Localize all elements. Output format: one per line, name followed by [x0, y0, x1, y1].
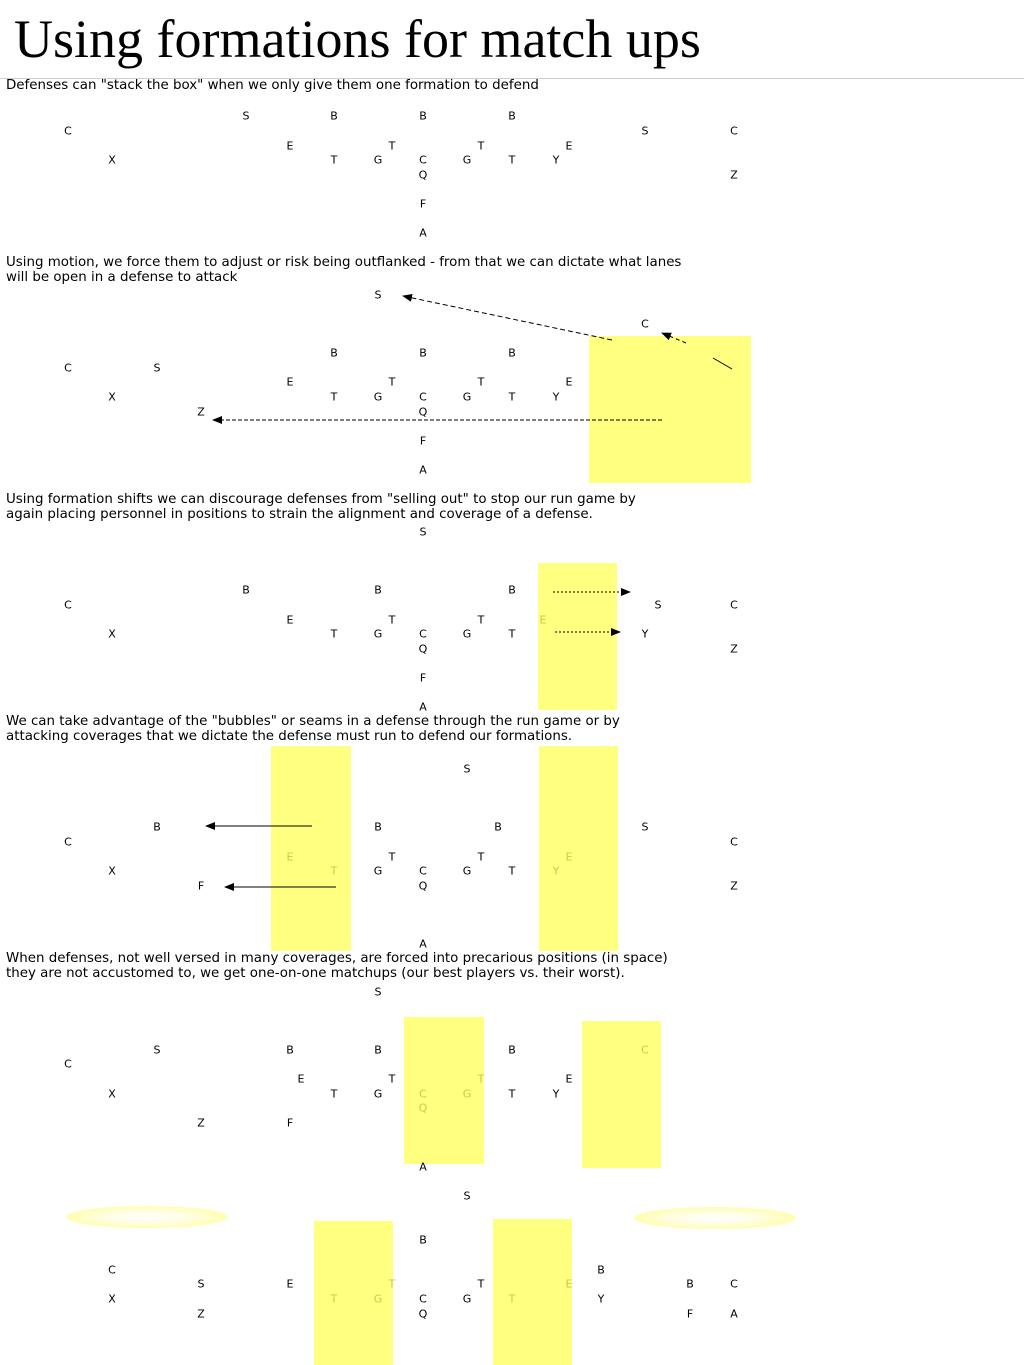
player-mark: C [419, 390, 427, 404]
player-mark: X [108, 627, 116, 641]
player-mark: T [477, 139, 485, 153]
player-mark: T [330, 1292, 338, 1306]
player-mark: C [641, 1043, 649, 1057]
player-mark: C [64, 598, 72, 612]
player-mark: G [462, 390, 472, 404]
player-mark: C [730, 598, 738, 612]
player-mark: F [197, 879, 205, 893]
caption-stack-the-box: Defenses can "stack the box" when we only give them one formation to defend [6, 78, 539, 93]
caption-formation-shifts: Using formation shifts we can discourage defenses from "selling out" to stop our run game by again placing personnel in positions to strain the alignment and coverage of a defense. [6, 492, 636, 522]
player-mark: C [64, 361, 72, 375]
player-mark: G [462, 1087, 472, 1101]
player-mark: T [330, 390, 338, 404]
player-mark: F [419, 197, 427, 211]
player-mark: B [597, 1263, 605, 1277]
player-mark: Y [552, 390, 560, 404]
player-mark: F [419, 434, 427, 448]
player-mark: B [419, 1233, 427, 1247]
player-mark: T [477, 375, 485, 389]
player-mark: X [108, 1087, 116, 1101]
player-mark: B [374, 1043, 382, 1057]
player-mark: T [388, 1072, 396, 1086]
player-mark: T [477, 613, 485, 627]
player-mark: X [108, 390, 116, 404]
player-mark: E [286, 613, 294, 627]
player-mark: X [108, 153, 116, 167]
player-mark: C [730, 124, 738, 138]
player-mark: T [508, 153, 516, 167]
player-mark: C [419, 1292, 427, 1306]
player-mark: Y [552, 153, 560, 167]
player-mark: T [477, 850, 485, 864]
player-mark: S [641, 124, 649, 138]
player-mark: Z [730, 168, 738, 182]
player-mark: Q [418, 1101, 428, 1115]
player-mark: A [730, 1307, 738, 1321]
player-mark: T [388, 139, 396, 153]
player-mark: B [330, 346, 338, 360]
player-mark: Q [418, 642, 428, 656]
player-mark: F [286, 1116, 294, 1130]
player-mark: E [539, 613, 547, 627]
player-mark: B [153, 820, 161, 834]
player-mark: Q [418, 405, 428, 419]
player-mark: Z [197, 1307, 205, 1321]
player-mark: C [419, 1087, 427, 1101]
player-mark: Q [418, 879, 428, 893]
player-mark: C [730, 1277, 738, 1291]
player-mark: E [286, 139, 294, 153]
player-mark: C [64, 835, 72, 849]
player-mark: B [508, 109, 516, 123]
player-mark: Y [552, 864, 560, 878]
player-mark: G [373, 1292, 383, 1306]
player-mark: X [108, 864, 116, 878]
player-mark: A [419, 1160, 427, 1174]
player-mark: Z [730, 879, 738, 893]
player-mark: E [297, 1072, 305, 1086]
player-mark: S [197, 1277, 205, 1291]
player-mark: S [153, 361, 161, 375]
player-mark: T [477, 1072, 485, 1086]
player-mark: T [330, 153, 338, 167]
player-mark: C [64, 1057, 72, 1071]
player-mark: G [462, 153, 472, 167]
player-mark: B [508, 583, 516, 597]
player-mark: S [641, 820, 649, 834]
player-mark: T [508, 1292, 516, 1306]
player-mark: G [373, 864, 383, 878]
player-mark: T [388, 850, 396, 864]
player-mark: S [463, 1189, 471, 1203]
player-mark: B [374, 820, 382, 834]
player-mark: B [374, 583, 382, 597]
player-mark: C [641, 317, 649, 331]
player-mark: T [330, 1087, 338, 1101]
motion-tick [713, 358, 732, 369]
player-mark: Y [597, 1292, 605, 1306]
player-mark: F [419, 671, 427, 685]
player-mark: E [565, 375, 573, 389]
player-mark: G [462, 627, 472, 641]
player-mark: B [494, 820, 502, 834]
player-mark: E [286, 850, 294, 864]
player-mark: Z [730, 642, 738, 656]
player-mark: T [508, 864, 516, 878]
player-mark: B [508, 1043, 516, 1057]
player-mark: S [654, 598, 662, 612]
player-mark: G [373, 390, 383, 404]
slide-title: Using formations for match ups [14, 9, 701, 69]
player-mark: T [508, 390, 516, 404]
player-mark: G [462, 1292, 472, 1306]
player-mark: B [330, 109, 338, 123]
player-mark: T [508, 627, 516, 641]
player-mark: G [373, 627, 383, 641]
player-mark: T [508, 1087, 516, 1101]
player-mark: G [462, 864, 472, 878]
player-mark: G [373, 1087, 383, 1101]
player-mark: S [374, 288, 382, 302]
player-mark: A [419, 937, 427, 951]
player-mark: B [419, 109, 427, 123]
player-mark: B [686, 1277, 694, 1291]
caption-motion: Using motion, we force them to adjust or risk being outflanked - from that we can dictate what lanes will be open in a defense to attack [6, 255, 682, 285]
player-mark: C [419, 864, 427, 878]
caption-one-on-one: When defenses, not well versed in many coverages, are forced into precarious positions (in space) they are not accustomed to, we get one-on-one matchups (our best players vs. their worst). [6, 951, 668, 981]
player-mark: T [477, 1277, 485, 1291]
player-mark: Q [418, 168, 428, 182]
player-mark: E [286, 1277, 294, 1291]
player-mark: Y [552, 1087, 560, 1101]
player-mark: B [286, 1043, 294, 1057]
player-mark: F [686, 1307, 694, 1321]
player-mark: A [419, 226, 427, 240]
player-mark: T [330, 864, 338, 878]
player-mark: E [565, 1277, 573, 1291]
player-mark: A [419, 700, 427, 714]
player-mark: Y [641, 627, 649, 641]
player-mark: C [419, 153, 427, 167]
player-mark: A [419, 463, 427, 477]
motion-arrow-safety [403, 296, 612, 340]
player-mark: B [419, 346, 427, 360]
player-mark: Z [197, 405, 205, 419]
player-mark: C [64, 124, 72, 138]
player-mark: T [388, 1277, 396, 1291]
player-mark: E [565, 139, 573, 153]
player-mark: E [565, 1072, 573, 1086]
player-mark: C [108, 1263, 116, 1277]
player-mark: Q [418, 1307, 428, 1321]
player-mark: T [388, 375, 396, 389]
player-mark: T [330, 627, 338, 641]
player-mark: S [419, 525, 427, 539]
player-mark: B [242, 583, 250, 597]
player-mark: S [374, 985, 382, 999]
player-mark: Z [197, 1116, 205, 1130]
player-mark: X [108, 1292, 116, 1306]
player-mark: E [565, 850, 573, 864]
player-mark: B [508, 346, 516, 360]
player-mark: G [373, 153, 383, 167]
player-mark: S [242, 109, 250, 123]
caption-bubbles-seams: We can take advantage of the "bubbles" or seams in a defense through the run game or by attacking coverages that we dictate the defense must run to defend our formations. [6, 714, 620, 744]
player-mark: C [730, 835, 738, 849]
motion-arrow-corner [662, 333, 686, 343]
player-mark: S [463, 762, 471, 776]
player-mark: C [419, 627, 427, 641]
player-mark: S [153, 1043, 161, 1057]
player-mark: T [388, 613, 396, 627]
player-mark: E [286, 375, 294, 389]
